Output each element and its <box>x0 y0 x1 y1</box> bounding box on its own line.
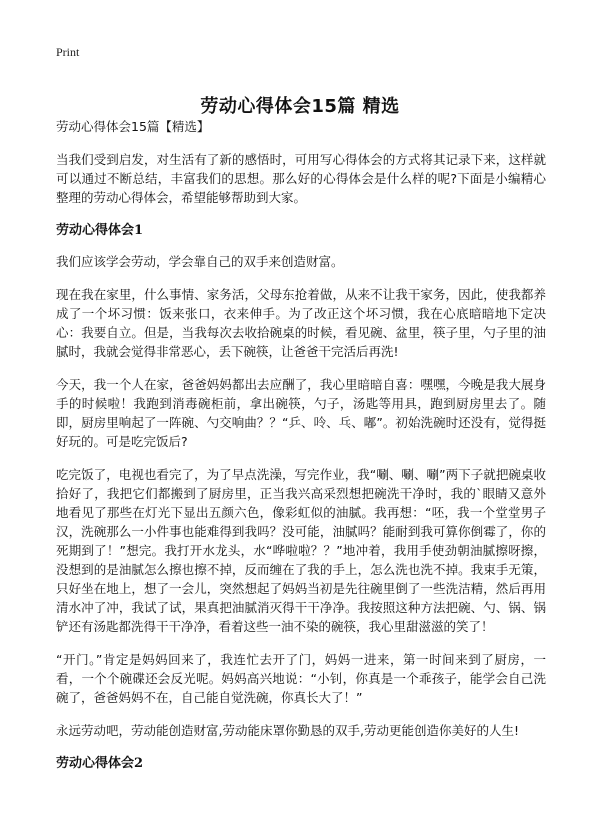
section-1-paragraph: 现在我在家里，什么事情、家务活，父母东抢着做，从来不让我干家务，因此，使我都养成了一个坏习惯：饭来张口，衣来伸手。为了改正这个坏习惯，我在心底暗暗地下定决心：我要自立。但是，当我每次去收拾碗桌的时候，看见碗、盆里，筷子里，勺子里的油腻时，我就会觉得非常恶心，丢下碗筷，让爸爸干完活后再洗! <box>56 287 546 359</box>
document-title: 劳动心得体会15篇 精选 <box>200 96 400 118</box>
section-1-paragraph: 我们应该学会劳动，学会靠自己的双手来创造财富。 <box>56 254 344 269</box>
section-heading-1: 劳动心得体会1 <box>56 223 144 238</box>
document-body <box>56 118 546 785</box>
section-1-paragraph: 吃完饭了，电视也看完了，为了早点洗澡，写完作业，我“唰、唰、唰”两下子就把碗桌收拾好了，我把它们都搬到了厨房里，正当我兴高采烈想把碗洗干净时，我的`眼睛又意外地看见了那些在灯光下显出五颜六色，像彩虹似的油腻。我再想：“呸，我一个堂堂男子汉，洗碗那么一小件事也能难得到我吗？没可能，油腻吗？能耐到我可算你倒霉了，你的死期到了！”想完。我打开水龙头，水“哗啦啦？？”地冲着，我用手使劲朝油腻擦呀擦，没想到的是油腻怎么擦也擦不掉，反而缠在了我的手上，怎么洗也洗不掉。我束手无策，只好坐在地上，想了一会儿，突然想起了妈妈当初是先往碗里倒了一些洗洁精，然后再用清水冲了冲，我试了试，果真把油腻消灭得干干净净。我按照这种方法把碗、勺、锅、锅铲还有汤匙都洗得干干净净，看着这些一油不染的碗筷，我心里甜滋滋的笑了！ <box>56 467 546 634</box>
print-link[interactable]: Print <box>56 45 80 59</box>
section-1-paragraph: 永远劳动吧，劳动能创造财富,劳动能床罩你勤恳的双手,劳动更能创造你美好的人生! <box>56 723 519 738</box>
section-1-paragraph: 今天，我一个人在家，爸爸妈妈都出去应酬了，我心里暗暗自喜：嘿嘿，今晚是我大展身手的时候啦！我跑到消毒碗柜前，拿出碗筷，勺子，汤匙等用具，跑到厨房里去了。随即，厨房里响起了一阵碗、勺交响曲？？“乒、呤、乓、嘟”。初始洗碗时还没有，觉得挺好玩的。可是吃完饭后? <box>56 377 546 449</box>
section-heading-2: 劳动心得体会2 <box>56 756 144 771</box>
document-subtitle: 劳动心得体会15篇【精选】 <box>56 119 210 134</box>
section-1-paragraph: “开门。”肯定是妈妈回来了，我连忙去开了门，妈妈一进来，第一时间来到了厨房，一看，一个个碗碟还会反光呢。妈妈高兴地说：“小钊，你真是一个乖孩子，能学会自己洗碗了，爸爸妈妈不在，自己能自觉洗碗，你真长大了！” <box>56 652 546 705</box>
intro-paragraph: 当我们受到启发，对生活有了新的感悟时，可用写心得体会的方式将其记录下来，这样就可以通过不断总结，丰富我们的思想。那么好的心得体会是什么样的呢?下面是小编精心整理的劳动心得体会，希望能够帮助到大家。 <box>56 152 546 205</box>
